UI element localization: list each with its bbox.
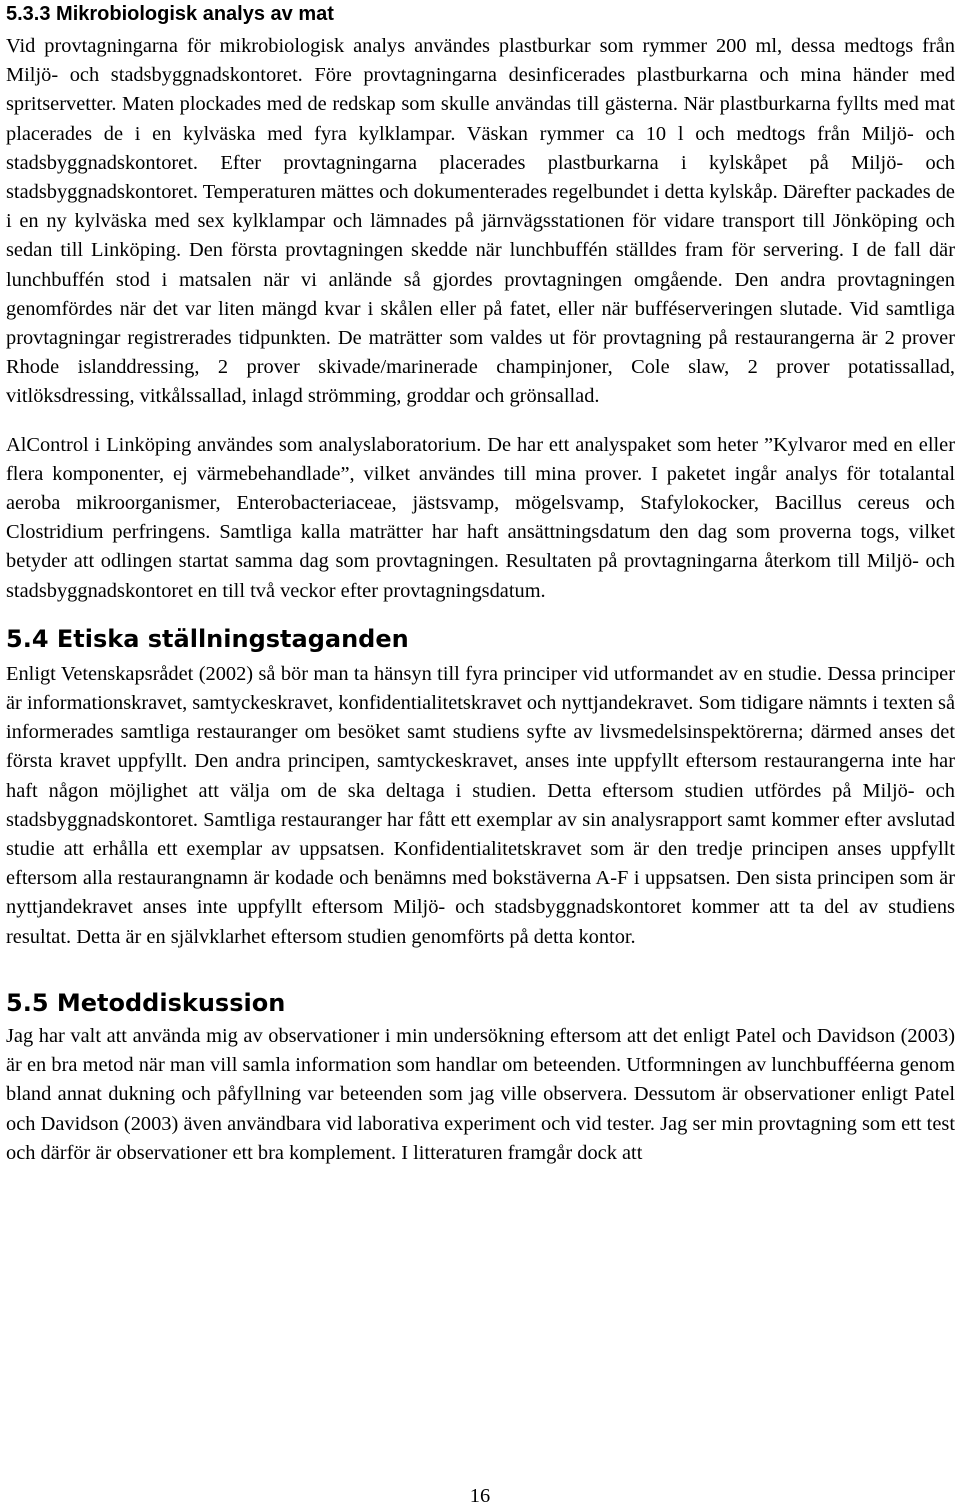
section-heading-5-3-3: 5.3.3 Mikrobiologisk analys av mat <box>6 3 334 25</box>
section-heading-5-5: 5.5 Metoddiskussion <box>6 988 286 1017</box>
paragraph-method-discussion: Jag har valt att använda mig av observationer i min undersökning eftersom att det enligt Patel och Davidson (2003) är en bra metod när man vill samla information som handlar om beteenden. Utformningen av lunchbufféerna genom bland annat dukning och påfyllning var beteenden som jag ville observera. Dessutom är observationer enligt Patel och Davidson (2003) även användbara vid laborativa experiment och vid tester. Jag ser min provtagning som ett test och därför är observationer ett bra komplement. I litteraturen framgår dock att <box>6 1024 955 1164</box>
page-number: 16 <box>469 1485 491 1507</box>
section-heading-5-4: 5.4 Etiska ställningstaganden <box>6 624 409 653</box>
paragraph-laboratory-analysis: AlControl i Linköping användes som analyslaboratorium. De har ett analyspaket som heter ”Kylvaror med en eller flera komponenter, ej värmebehandlade”, vilket användes till mina prover. I paketet ingår analys för totalantal aeroba mikroorganismer, Enterobacteriaceae, jästsvamp, mögelsvamp, Stafylokocker, Bacillus cereus och Clostridium perfringens. Samtliga kalla maträtter har haft ansättningsdatum den dag som proverna togs, vilket betyder att odlingen startat samma dag som provtagningen. Resultaten på provtagningarna återkom till Miljö- och stadsbyggnadskontoret en till två veckor efter provtagningsdatum. <box>6 433 955 602</box>
document-page <box>6 0 955 1168</box>
paragraph-sampling-procedure: Vid provtagningarna för mikrobiologisk analys användes plastburkar som rymmer 200 ml, dessa medtogs från Miljö- och stadsbyggnadskontoret. Före provtagningarna desinficerades plastburkarna och mina händer med spritservetter. Maten plockades med de redskap som skulle användas till gästerna. När plastburkarna fyllts med mat placerades de i en kylväska med fyra kylklampar. Väskan rymmer ca 10 l och medtogs från Miljö- och stadsbyggnadskontoret. Efter provtagningarna placerades plastburkarna i kylskåpet på Miljö- och stadsbyggnadskontoret. Temperaturen mättes och dokumenterades regelbundet i detta kylskåp. Därefter packades de i en ny kylväska med sex kylklampar och lämnades på järnvägsstationen för vidare transport till Jönköping och sedan till Linköping. Den första provtagningen skedde när lunchbuffén ställdes fram för servering. I de fall där lunchbuffén stod i matsalen när vi anlände så gjordes provtagningen omgående. Den andra provtagningen genomfördes när det var liten mängd kvar i skålen eller på fatet, eller när bufféserveringen slutade. Vid samtliga provtagningar registrerades tidpunkten. De maträtter som valdes ut för provtagning på restaurangerna är 2 prover Rhode islanddressing, 2 prover skivade/marinerade champinjoner, Cole slaw, 2 prover potatissallad, vitlöksdressing, vitkålssallad, inlagd strömming, groddar och grönsallad. <box>6 35 955 408</box>
paragraph-ethical-principles: Enligt Vetenskapsrådet (2002) så bör man ta hänsyn till fyra principer vid utformandet av en studie. Dessa principer är informationskravet, samtyckeskravet, konfidentialitetskravet och nyttjandekravet. Som tidigare nämnts i texten så informerades samtliga restauranger om besöket samt studiens syfte av livsmedelsinspektörerna; därmed anses det första kravet uppfyllt. Den andra principen, samtyckeskravet, anses inte uppfyllt eftersom restaurangerna inte har haft någon möjlighet att välja om de ska deltaga i studien. Detta eftersom studien utfördes på Miljö- och stadsbyggnadskontoret. Samtliga restauranger har fått ett exemplar av sin analysrapport samt kommer efter avslutad studie att erhålla ett exemplar av uppsatsen. Konfidentialitetskravet som är den tredje principen anses uppfyllt eftersom alla restaurangnamn är kodade och benämns med bokstäverna A-F i uppsatsen. Den sista principen som är nyttjandekravet anses inte uppfyllt eftersom Miljö- och stadsbyggnadskontoret kommer att ta del av studiens resultat. Detta är en självklarhet eftersom studien genomförts på detta kontor. <box>6 662 956 948</box>
